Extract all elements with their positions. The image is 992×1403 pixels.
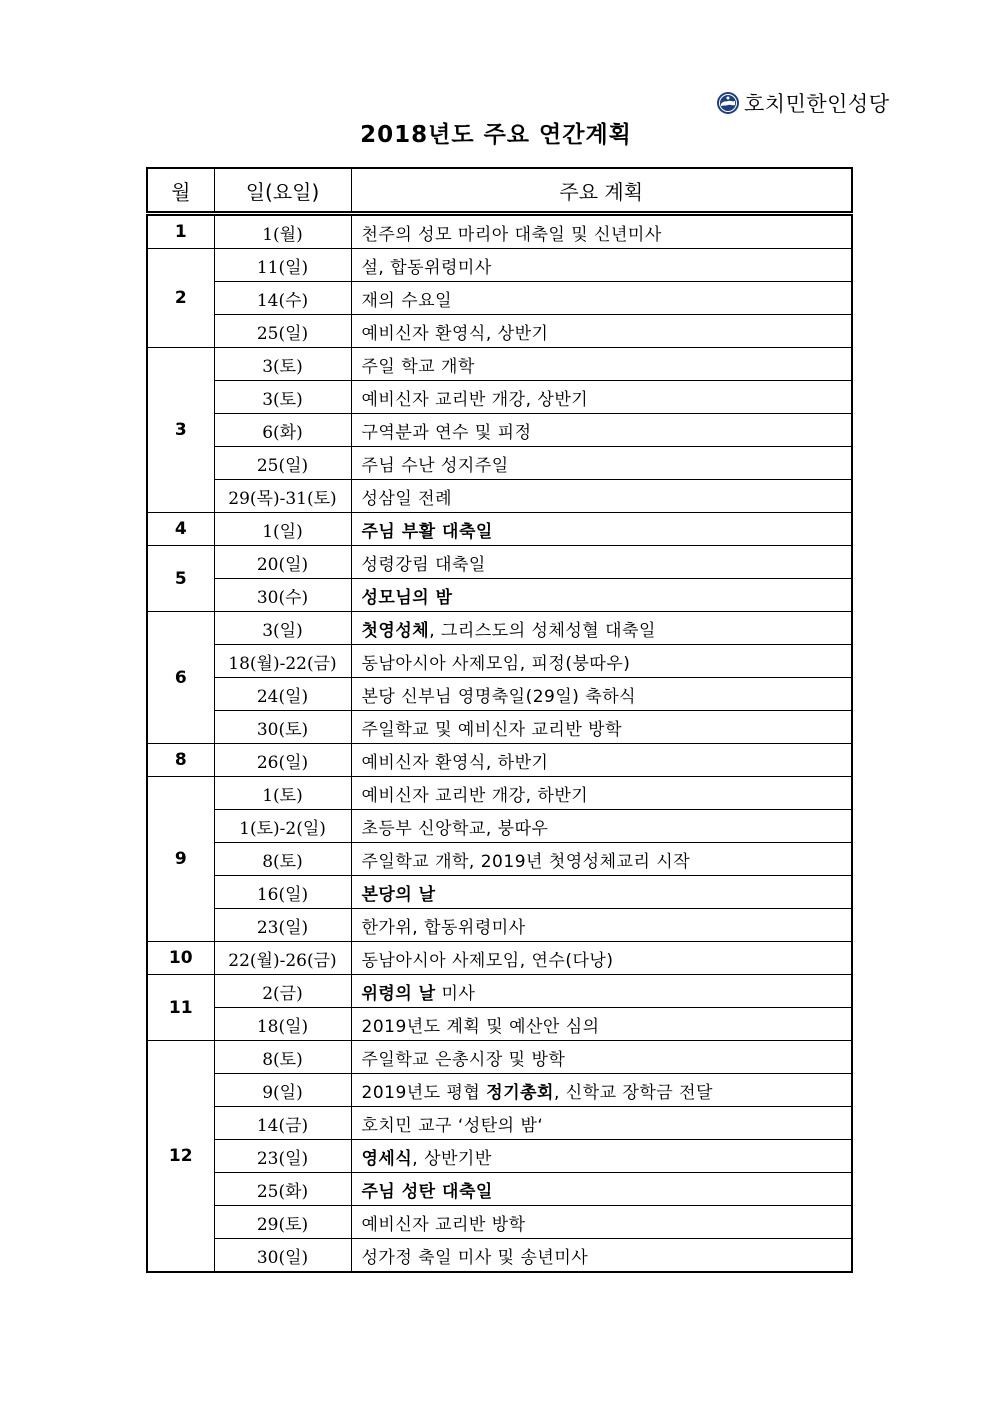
- date-cell: 25(일): [214, 447, 351, 480]
- event-cell: [351, 1173, 852, 1206]
- date-cell: 14(금): [214, 1107, 351, 1140]
- table-row: [147, 480, 852, 513]
- table-row: [147, 678, 852, 711]
- event-cell: [351, 645, 852, 678]
- table-row: [147, 381, 852, 414]
- event-text: , 상반기반: [412, 1148, 492, 1169]
- date-cell: 30(일): [214, 1239, 351, 1273]
- event-text-bold: 본당의 날: [361, 884, 436, 905]
- page-title: 2018년도 주요 연간계획: [360, 122, 632, 148]
- event-text: 2019년도 평협: [361, 1082, 487, 1103]
- event-cell: [351, 1008, 852, 1041]
- event-text: 주일학교 및 예비신자 교리반 방학: [361, 719, 623, 740]
- table-row: [147, 975, 852, 1008]
- date-cell: 1(토)-2(일): [214, 810, 351, 843]
- date-cell: 8(토): [214, 843, 351, 876]
- emblem-icon: [716, 91, 740, 115]
- date-cell: 18(일): [214, 1008, 351, 1041]
- event-text-bold: 첫영성체: [361, 620, 430, 641]
- table-row: [147, 909, 852, 942]
- table-row: [147, 744, 852, 777]
- event-text: 예비신자 환영식, 상반기: [361, 323, 549, 344]
- date-cell: 25(화): [214, 1173, 351, 1206]
- month-cell: 3: [147, 348, 214, 513]
- event-text: 예비신자 교리반 개강, 상반기: [361, 389, 589, 410]
- event-cell: [351, 843, 852, 876]
- month-cell: 1: [147, 214, 214, 249]
- table-row: [147, 1239, 852, 1273]
- month-cell: 11: [147, 975, 214, 1041]
- event-cell: [351, 447, 852, 480]
- event-text: 구역분과 연수 및 피정: [361, 422, 532, 443]
- date-cell: 2(금): [214, 975, 351, 1008]
- table-row: [147, 612, 852, 645]
- table-row: [147, 513, 852, 546]
- month-cell: 4: [147, 513, 214, 546]
- date-cell: 1(토): [214, 777, 351, 810]
- event-text: 한가위, 합동위령미사: [361, 917, 526, 938]
- table-row: [147, 711, 852, 744]
- event-text: 예비신자 교리반 방학: [361, 1214, 526, 1235]
- event-cell: [351, 348, 852, 381]
- column-header-plan: 주요 계획: [351, 168, 852, 214]
- date-cell: 1(월): [214, 214, 351, 249]
- event-cell: [351, 678, 852, 711]
- event-cell: [351, 975, 852, 1008]
- month-cell: 10: [147, 942, 214, 975]
- date-cell: 3(일): [214, 612, 351, 645]
- annual-plan-table: [146, 167, 853, 1273]
- table-row: [147, 942, 852, 975]
- event-cell: [351, 744, 852, 777]
- table-row: [147, 1074, 852, 1107]
- event-cell: [351, 214, 852, 249]
- event-text: 성령강림 대축일: [361, 554, 486, 575]
- date-cell: 16(일): [214, 876, 351, 909]
- event-cell: [351, 1206, 852, 1239]
- table-body: [147, 214, 852, 1273]
- event-text: 주일학교 개학, 2019년 첫영성체교리 시작: [361, 851, 691, 872]
- event-cell: [351, 876, 852, 909]
- date-cell: 22(월)-26(금): [214, 942, 351, 975]
- event-cell: [351, 546, 852, 579]
- event-text: 재의 수요일: [361, 290, 453, 311]
- event-text: 성삼일 전례: [361, 488, 453, 509]
- event-text: 초등부 신앙학교, 붕따우: [361, 818, 549, 839]
- event-text-bold: 주님 부활 대축일: [361, 521, 493, 542]
- table-row: [147, 1140, 852, 1173]
- event-text-bold: 성모님의 밤: [361, 587, 453, 608]
- event-text: 성가정 축일 미사 및 송년미사: [361, 1247, 589, 1268]
- column-header-date: 일(요일): [214, 168, 351, 214]
- table-row: [147, 214, 852, 249]
- column-header-month: 월: [147, 168, 214, 214]
- table-row: [147, 876, 852, 909]
- event-cell: [351, 282, 852, 315]
- event-cell: [351, 1041, 852, 1074]
- event-text: 동남아시아 사제모임, 피정(붕따우): [361, 653, 631, 674]
- table-row: [147, 1107, 852, 1140]
- event-text-bold: 영세식: [361, 1148, 413, 1169]
- date-cell: 29(목)-31(토): [214, 480, 351, 513]
- event-cell: [351, 480, 852, 513]
- date-cell: 26(일): [214, 744, 351, 777]
- month-cell: 12: [147, 1041, 214, 1273]
- table-row: [147, 645, 852, 678]
- event-text: 주님 수난 성지주일: [361, 455, 509, 476]
- event-text-bold: 정기총회: [486, 1082, 554, 1103]
- date-cell: 30(토): [214, 711, 351, 744]
- event-text: 본당 신부님 영명축일(29일) 축하식: [361, 686, 637, 707]
- date-cell: 30(수): [214, 579, 351, 612]
- date-cell: 9(일): [214, 1074, 351, 1107]
- event-cell: [351, 579, 852, 612]
- date-cell: 23(일): [214, 1140, 351, 1173]
- event-cell: [351, 909, 852, 942]
- event-cell: [351, 249, 852, 282]
- event-text: 호치민 교구 ‘성탄의 밤‘: [361, 1115, 544, 1136]
- event-text: 설, 합동위령미사: [361, 257, 492, 278]
- logo-text: 호치민한인성당: [744, 92, 890, 116]
- event-cell: [351, 612, 852, 645]
- table-row: [147, 1206, 852, 1239]
- event-cell: [351, 1074, 852, 1107]
- parish-logo: [716, 88, 890, 118]
- table-row: [147, 777, 852, 810]
- event-cell: [351, 1239, 852, 1273]
- event-cell: [351, 414, 852, 447]
- event-text-bold: 주님 성탄 대축일: [361, 1181, 493, 1202]
- event-cell: [351, 513, 852, 546]
- table-row: [147, 546, 852, 579]
- table-row: [147, 1008, 852, 1041]
- month-cell: 2: [147, 249, 214, 348]
- date-cell: 11(일): [214, 249, 351, 282]
- event-cell: [351, 381, 852, 414]
- date-cell: 1(일): [214, 513, 351, 546]
- table-row: [147, 249, 852, 282]
- table-row: [147, 414, 852, 447]
- event-text: 주일 학교 개학: [361, 356, 475, 377]
- event-text: 예비신자 환영식, 하반기: [361, 752, 549, 773]
- date-cell: 23(일): [214, 909, 351, 942]
- date-cell: 25(일): [214, 315, 351, 348]
- table-row: [147, 1173, 852, 1206]
- event-cell: [351, 1140, 852, 1173]
- event-cell: [351, 777, 852, 810]
- event-cell: [351, 942, 852, 975]
- event-text: , 그리스도의 성체성혈 대축일: [429, 620, 656, 641]
- event-text: 동남아시아 사제모임, 연수(다낭): [361, 950, 614, 971]
- event-text: , 신학교 장학금 전달: [553, 1082, 713, 1103]
- month-cell: 8: [147, 744, 214, 777]
- event-text-bold: 위령의 날: [361, 983, 436, 1004]
- date-cell: 24(일): [214, 678, 351, 711]
- event-cell: [351, 1107, 852, 1140]
- table-row: [147, 348, 852, 381]
- event-text: 예비신자 교리반 개강, 하반기: [361, 785, 589, 806]
- table-row: [147, 843, 852, 876]
- date-cell: 20(일): [214, 546, 351, 579]
- date-cell: 8(토): [214, 1041, 351, 1074]
- date-cell: 29(토): [214, 1206, 351, 1239]
- event-text: 주일학교 은총시장 및 방학: [361, 1049, 566, 1070]
- event-cell: [351, 810, 852, 843]
- event-cell: [351, 711, 852, 744]
- date-cell: 6(화): [214, 414, 351, 447]
- event-text: 천주의 성모 마리아 대축일 및 신년미사: [361, 224, 662, 245]
- date-cell: 18(월)-22(금): [214, 645, 351, 678]
- date-cell: 3(토): [214, 381, 351, 414]
- month-cell: 5: [147, 546, 214, 612]
- event-text: 2019년도 계획 및 예산안 심의: [361, 1016, 600, 1037]
- event-text: 미사: [435, 983, 476, 1004]
- date-cell: 14(수): [214, 282, 351, 315]
- table-row: [147, 810, 852, 843]
- table-row: [147, 282, 852, 315]
- table-row: [147, 579, 852, 612]
- table-header-row: [147, 168, 852, 214]
- table-row: [147, 447, 852, 480]
- table-row: [147, 315, 852, 348]
- event-cell: [351, 315, 852, 348]
- month-cell: 9: [147, 777, 214, 942]
- table-row: [147, 1041, 852, 1074]
- date-cell: 3(토): [214, 348, 351, 381]
- month-cell: 6: [147, 612, 214, 744]
